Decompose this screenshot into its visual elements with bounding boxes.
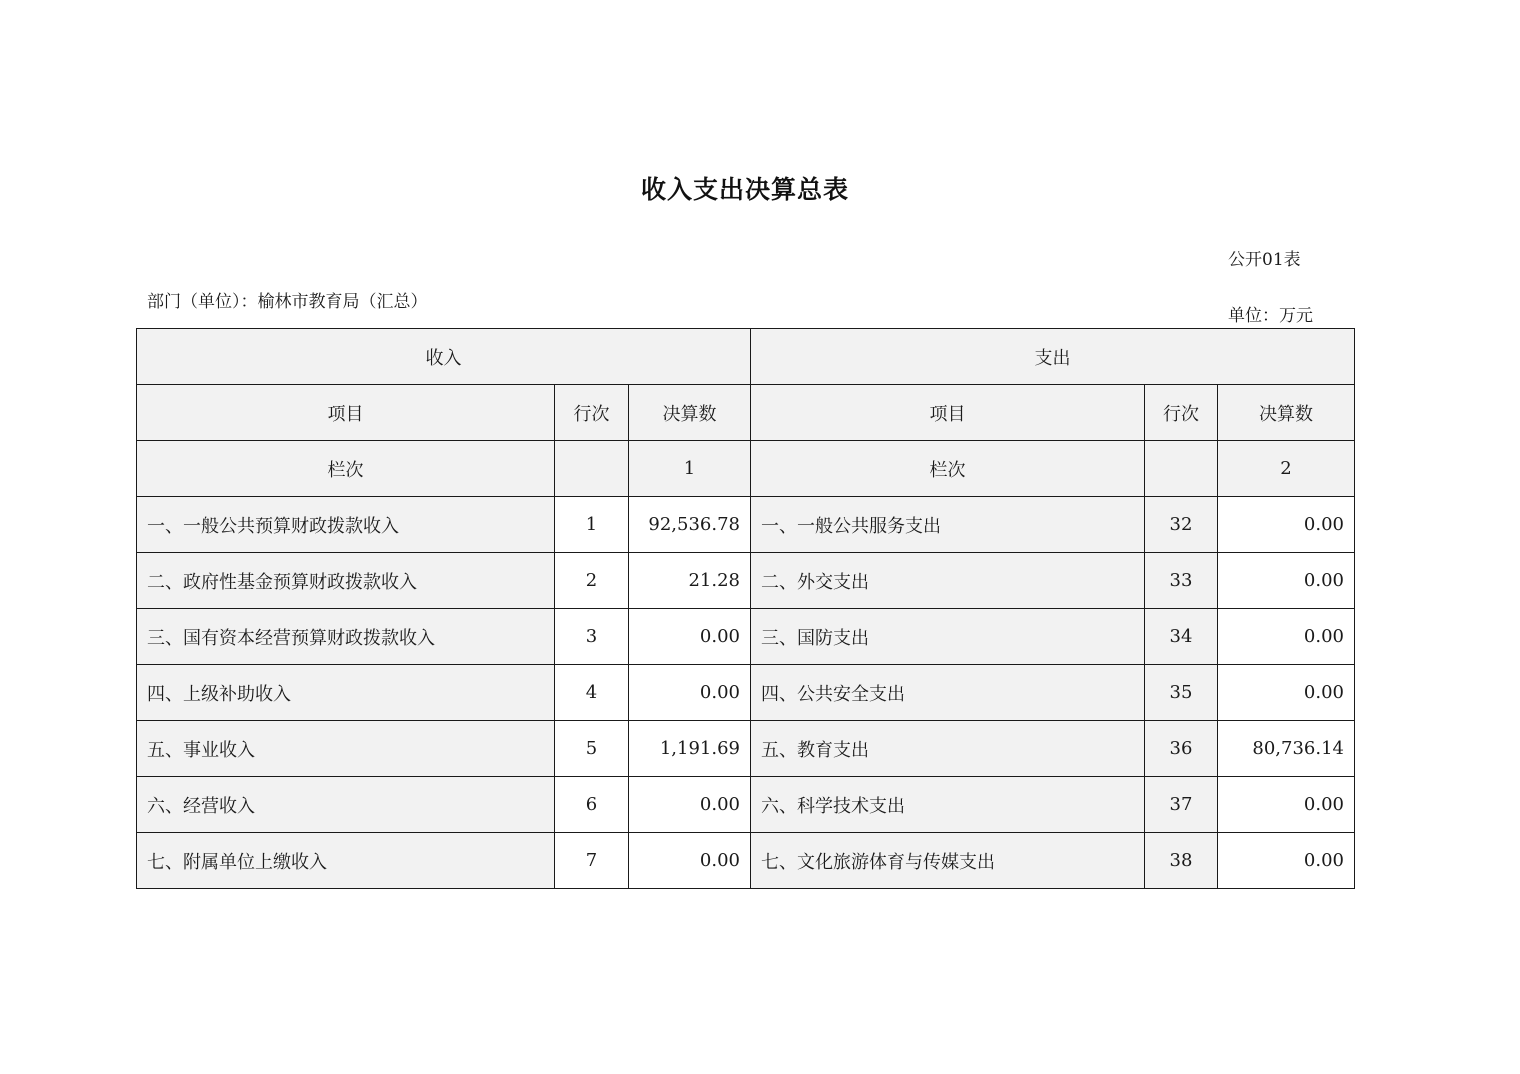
expense-amount-cell: 0.00 [1218,777,1355,833]
expense-amount-header: 决算数 [1218,385,1355,441]
income-column-number: 1 [629,441,751,497]
table-row [137,553,1355,609]
income-row-no-cell: 1 [555,497,629,553]
expense-amount-cell: 0.00 [1218,609,1355,665]
income-item-header: 项目 [137,385,555,441]
expense-row-no-cell: 32 [1145,497,1218,553]
table-row [137,609,1355,665]
table-row [137,777,1355,833]
income-item-cell: 三、国有资本经营预算财政拨款收入 [137,609,555,665]
income-row-no-cell: 4 [555,665,629,721]
income-row-no-cell: 2 [555,553,629,609]
income-item-cell: 四、上级补助收入 [137,665,555,721]
table-row [137,721,1355,777]
income-row-no-cell: 5 [555,721,629,777]
income-row-no-cell: 7 [555,833,629,889]
income-row-no-header: 行次 [555,385,629,441]
expense-column-blank [1145,441,1218,497]
expense-column-label: 栏次 [751,441,1145,497]
expense-item-cell: 五、教育支出 [751,721,1145,777]
unit-label: 单位：万元 [1228,306,1313,326]
income-item-cell: 一、一般公共预算财政拨款收入 [137,497,555,553]
expense-row-no-header: 行次 [1145,385,1218,441]
section-header-row [137,329,1355,385]
income-header: 收入 [137,329,751,385]
expense-row-no-cell: 33 [1145,553,1218,609]
expense-item-cell: 三、国防支出 [751,609,1145,665]
expense-amount-cell: 0.00 [1218,497,1355,553]
expense-header: 支出 [751,329,1355,385]
expense-row-no-cell: 34 [1145,609,1218,665]
column-number-row [137,441,1355,497]
income-item-cell: 六、经营收入 [137,777,555,833]
table-row [137,497,1355,553]
income-amount-cell: 0.00 [629,777,751,833]
income-amount-cell: 0.00 [629,833,751,889]
expense-amount-cell: 0.00 [1218,833,1355,889]
expense-item-cell: 七、文化旅游体育与传媒支出 [751,833,1145,889]
expense-item-cell: 六、科学技术支出 [751,777,1145,833]
income-item-cell: 七、附属单位上缴收入 [137,833,555,889]
income-amount-cell: 21.28 [629,553,751,609]
department-label: 部门（单位）：榆林市教育局（汇总） [147,292,428,312]
income-amount-header: 决算数 [629,385,751,441]
income-row-no-cell: 6 [555,777,629,833]
income-expense-table [136,328,1355,889]
expense-item-header: 项目 [751,385,1145,441]
column-header-row [137,385,1355,441]
income-amount-cell: 0.00 [629,665,751,721]
income-column-label: 栏次 [137,441,555,497]
income-amount-cell: 0.00 [629,609,751,665]
expense-row-no-cell: 37 [1145,777,1218,833]
page-title: 收入支出决算总表 [640,175,849,204]
income-amount-cell: 92,536.78 [629,497,751,553]
income-amount-cell: 1,191.69 [629,721,751,777]
income-item-cell: 二、政府性基金预算财政拨款收入 [137,553,555,609]
income-row-no-cell: 3 [555,609,629,665]
expense-column-number: 2 [1218,441,1355,497]
expense-row-no-cell: 38 [1145,833,1218,889]
expense-amount-cell: 0.00 [1218,665,1355,721]
expense-item-cell: 四、公共安全支出 [751,665,1145,721]
table-row [137,665,1355,721]
expense-row-no-cell: 35 [1145,665,1218,721]
expense-amount-cell: 0.00 [1218,553,1355,609]
income-item-cell: 五、事业收入 [137,721,555,777]
expense-row-no-cell: 36 [1145,721,1218,777]
income-column-blank [555,441,629,497]
expense-item-cell: 一、一般公共服务支出 [751,497,1145,553]
expense-amount-cell: 80,736.14 [1218,721,1355,777]
expense-item-cell: 二、外交支出 [751,553,1145,609]
form-number: 公开01表 [1228,250,1301,270]
table-row [137,833,1355,889]
